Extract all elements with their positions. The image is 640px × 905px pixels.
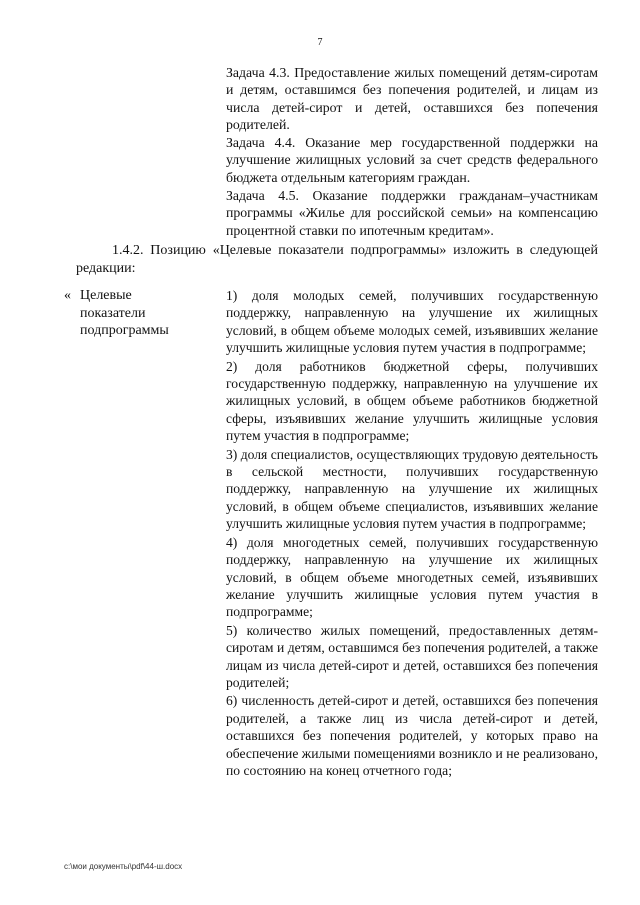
intro-paragraph: 1.4.2. Позицию «Целевые показатели подпрограммы» изложить в следующей редакции: — [76, 243, 598, 276]
task-4-3: Задача 4.3. Предоставление жилых помещений детям-сиротам и детям, оставшимся без попечения родителей, и лицам из числа детей-сирот и детей, оставшихся без попечения родителей. — [226, 65, 598, 132]
intro-paragraph-block — [76, 242, 598, 277]
opening-quote: « — [64, 288, 71, 303]
indicator-item: 3) доля специалистов, осуществляющих трудовую деятельность в сельской местности, получивших государственную поддержку, направленную на улучшение их жилищных условий, в общем объеме специалистов, изъявивших желание улучшить жилищные условия путем участия в подпрограмме; — [226, 446, 598, 532]
label-line-3: подпрограммы — [80, 323, 169, 338]
indicator-item: 4) доля многодетных семей, получивших государственную поддержку, направленную на улучшение их жилищных условий, в общем объеме многодетных семей, изъявивших желание улучшить жилищные условия путем участия в подпрограмме; — [226, 534, 598, 620]
task-4-4: Задача 4.4. Оказание мер государственной поддержки на улучшение жилищных условий за счет средств федерального бюджета отдельным категориям граждан. — [226, 135, 598, 185]
task-4-5: Задача 4.5. Оказание поддержки гражданам–участникам программы «Жилье для российской семьи» на компенсацию процентной ставки по ипотечным кредитам». — [226, 188, 598, 238]
indicators-list — [226, 287, 598, 779]
indicators-label — [64, 287, 214, 340]
indicator-item: 2) доля работников бюджетной сферы, получивших государственную поддержку, направленную на улучшение их жилищных условий, в общем объеме работников бюджетной сферы, изъявивших желание улучшить жилищные условия путем участия в подпрограмме; — [226, 358, 598, 444]
indicator-item: 5) количество жилых помещений, предоставленных детям-сиротам и детям, оставшимся без попечения родителей, а также лицам из числа детей-сирот и детей, оставшихся без попечения родителей; — [226, 622, 598, 690]
label-line-1: Целевые — [80, 288, 132, 303]
label-line-2: показатели — [80, 305, 146, 321]
indicator-item: 6) численность детей-сирот и детей, оставшихся без попечения родителей, а также лиц из числа детей-сирот и детей, оставшихся без попечения родителей, у которых право на обеспечение жилыми помещениями возникло и не реализовано, по состоянию на конец отчетного года; — [226, 693, 598, 778]
tasks-block — [226, 64, 598, 239]
page-number: 7 — [317, 37, 323, 48]
file-path-footer: c:\мои документы\pdf\44-ш.docx — [64, 862, 183, 871]
indicator-item: 1) доля молодых семей, получивших государственную поддержку, направленную на улучшение их жилищных условий, в общем объеме молодых семей, изъявивших желание улучшить жилищные условия путем участия в подпрограмме; — [226, 288, 598, 356]
